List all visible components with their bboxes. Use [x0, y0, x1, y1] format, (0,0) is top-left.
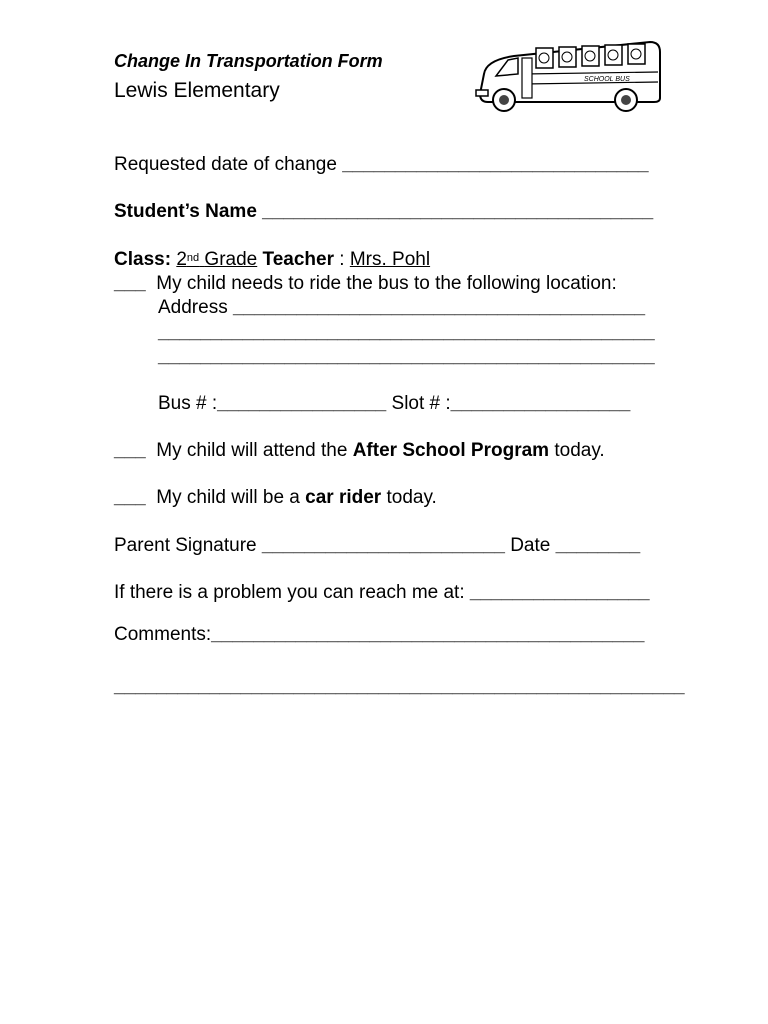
car-rider-checkbox[interactable]: ___ [114, 487, 146, 508]
teacher-label: Teacher [262, 249, 334, 270]
after-school-row [114, 440, 605, 462]
comments-row [114, 624, 644, 646]
comments-field[interactable]: _________________________________________ [211, 624, 645, 645]
address-label: Address [158, 297, 228, 318]
address-line-3[interactable]: _______________________________________________ [158, 346, 655, 367]
after-school-program: After School Program [352, 440, 550, 461]
car-rider-label: car rider [305, 487, 382, 508]
signature-date-field[interactable]: ________ [555, 535, 641, 556]
contact-row [114, 582, 650, 604]
after-school-checkbox[interactable]: ___ [114, 440, 146, 461]
parent-signature-label: Parent Signature [114, 535, 257, 556]
requested-date-row [114, 154, 649, 176]
signature-row [114, 535, 640, 557]
requested-date-field[interactable]: _____________________________ [342, 154, 649, 175]
school-name: Lewis Elementary [114, 79, 280, 102]
after-school-text: My child will attend the [156, 440, 348, 461]
class-row [114, 249, 430, 271]
requested-date-label: Requested date of change [114, 154, 337, 175]
bus-option-checkbox[interactable]: ___ [114, 273, 146, 294]
contact-field[interactable]: _________________ [469, 582, 650, 603]
address-row [158, 297, 645, 319]
bus-number-label: Bus # : [158, 393, 218, 414]
address-line-2[interactable]: _______________________________________________ [158, 322, 655, 343]
student-name-row [114, 201, 653, 223]
car-rider-today: today. [386, 487, 437, 508]
bus-number-field[interactable]: ________________ [217, 393, 387, 414]
grade-value: 2nd Grade [176, 249, 258, 270]
car-rider-text: My child will be a [156, 487, 300, 508]
parent-signature-field[interactable]: _______________________ [261, 535, 505, 556]
car-rider-row [114, 487, 437, 509]
bus-option-label: My child needs to ride the bus to the following location: [156, 273, 617, 294]
class-label: Class: [114, 249, 172, 270]
teacher-separator: : [339, 249, 345, 270]
student-name-field[interactable]: _____________________________________ [262, 201, 654, 222]
address-field[interactable]: _______________________________________ [232, 297, 646, 318]
slot-number-field[interactable]: _________________ [450, 393, 631, 414]
teacher-name: Mrs. Pohl [349, 249, 431, 270]
form-title: Change In Transportation Form [114, 51, 383, 71]
comments-line-2[interactable]: ______________________________________________________ [114, 676, 685, 697]
comments-label: Comments: [114, 624, 212, 645]
slot-number-label: Slot # : [391, 393, 451, 414]
student-name-label: Student’s Name [114, 201, 257, 222]
bus-side-text: SCHOOL BUS [584, 76, 630, 83]
contact-label: If there is a problem you can reach me at: [114, 582, 465, 603]
bus-slot-row [158, 393, 630, 415]
after-school-today: today. [554, 440, 605, 461]
signature-date-label: Date [510, 535, 551, 556]
bus-option-row [114, 273, 617, 295]
school-bus-illustration [474, 38, 662, 116]
